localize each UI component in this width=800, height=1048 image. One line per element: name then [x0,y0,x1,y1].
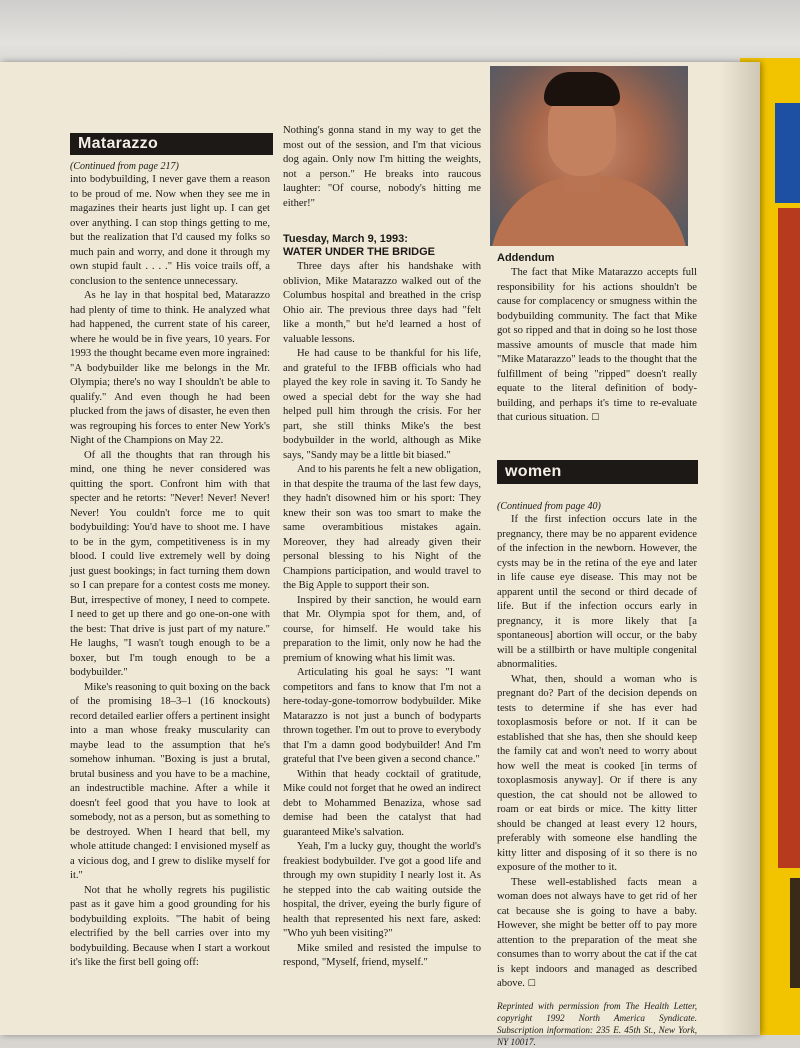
paragraph: Mike smiled and resisted the impulse to respond, "Myself, friend, myself." [283,942,481,968]
column-one [70,160,270,971]
paragraph: As he lay in that hospital bed, Matarazzo had plenty of time to think. He analyzed what had happened, the current state of his career, where he would be in five years, 10 years. For 1993 the thought became even more ingrained: "A bodybuilder like me belongs in the Mr. Olympia; there's no way I shouldn't be able to qualify." And even though he had been plucked from the jaws of disaster, he even then was regrouping his forces to enter New York's Night of the Champions on May 22. [70,290,270,446]
paragraph: into bodybuilding, I never gave them a reason to be proud of me. Now when they see me in magazines their hearts just light up. I can get over anything. I can stop things getting to me, but the realization that I'd caused my folks so much pain and worry, and done it through my own stupid fault . . . ." His voice trails off, a conclusion to the sentence unnecessary. [70,174,270,287]
matarazzo-header: Matarazzo [70,133,273,155]
paragraph [497,876,697,992]
continued-note-matarazzo: (Continued from page 217) [70,161,179,172]
column-two [283,260,481,971]
paragraph: Not that he wholly regrets his pugilistic past as it gave him a good grounding for his bodybuilding exploits. "The habit of being electrified by the bell carries over into my bodybuilding. Because when I start a workout it's like the first bell going off: [70,884,270,968]
end-mark: ☐ [527,979,536,989]
photo-hair [544,72,620,106]
paragraph: Three days after his handshake with oblivion, Mike Matarazzo walked out of the Columbus hospital and breathed in the crisp Ohio air. The previous three days had "felt like a month," but he'd learned a host of valuable lessons. [283,261,481,345]
column-two-top [283,124,481,211]
addendum-subhead: Addendum [497,252,555,264]
end-mark: ☐ [591,413,600,423]
bodybuilder-photo [490,66,688,246]
continued-note-women: (Continued from page 40) [497,501,601,512]
paragraph: Articulating his goal he says: "I want competitors and fans to know that I'm not a here-today-gone-tomorrow bodybuilder. Mike Matarazzo is not just a bunch of bodyparts thrown together. I'm out to prove to everybody that I'm a damn good bodybuilder! And I'm grateful that I've been given a second chance." [283,667,481,765]
paragraph [497,266,697,426]
addendum-text: The fact that Mike Matarazzo accepts full responsibility for his actions shouldn't be cause for complacency or smugness within the bodybuilding community. The fact that Mike got so ripped and that in doing so he lost those massive amounts of muscle that made him "Mike Matarazzo" leads to the thought that the fulfillment of being "ripped" doesn't really equate to the literal definition of body-building, and perhaps it's time to re-evaluate that curious situation. [497,267,697,423]
paragraph: If the first infection occurs late in the pregnancy, there may be no apparent evidence of the infection in the newborn. However, the cysts may be in the retina of the eye and later in life cause eye disease. This may not be apparent until the second or third decade of life. But if the infection occurs early in pregnancy, it is more likely that [a spontaneous] abortion will occur, or the baby will be a stillbirth or have multiple congenital abnormalities. [497,514,697,670]
section-subhead [283,233,481,259]
women-header: women [497,460,698,484]
paragraph: And to his parents he felt a new obligation, in that despite the trauma of the last few days, they hadn't disowned him or his sport: They knew their son was too smart to make the same overambitious mistakes again. Moreover, they had already given their personal blessing to his Night of the Champions participation, and would travel to the Big Apple to support their son. [283,464,481,591]
subhead-date: Tuesday, March 9, 1993: [283,233,408,245]
paragraph: Yeah, I'm a lucky guy, thought the world's freakiest bodybuilder. I've got a good life and through my own stupidity I nearly lost it. As he stepped into the cab waiting outside the hospital, the driver, eyeing the burly figure of health that represented his next fare, asked: "Who yuh been visiting?" [283,841,481,939]
edge-red-block [778,208,800,868]
paragraph: Within that heady cocktail of gratitude, Mike could not forget that he owed an indirect debt to Mohammed Benaziza, whose sad demise had been the catalyst that had guaranteed Mike's salvation. [283,768,481,838]
paragraph: He had cause to be thankful for his life, and grateful to the IFBB officials who had played the key role in saving it. To Sandy he owed a special debt for the way she had helped pull him through the crisis. For her part, she still thinks Mike's the best bodybuilder in the world, although as Mike says, "Sandy may be a little bit biased." [283,348,481,461]
reprint-credit: Reprinted with permission from The Health Letter, copyright 1992 North America Syndicate. Subscription information: 235 E. 45th St., New York, NY 10017. [497,1000,697,1047]
column-three [497,500,697,1048]
edge-dark-block [790,878,800,988]
column-three-top [497,266,697,426]
paragraph: Nothing's gonna stand in my way to get the most out of the session, and I'm that vicious dog again. Only now I'm hitting the weights, not a person." He breaks into raucous laughter: "Of course, nobody's hitting me either!" [283,125,481,209]
subhead-water: WATER UNDER THE BRIDGE [283,246,435,258]
paragraph: Mike's reasoning to quit boxing on the back of the promising 18–3–1 (16 knockouts) record detailed earlier offers a pertinent insight into a man whose freaky muscularity can maybe lead to the assumption that he's somehow inhuman. "Boxing is just a brutal, brutal business and you have to be a machine, an indestructible machine. After a while it doesn't feel good that you have to look at somebody, not as a person, but as something to be destroyed. When I heard that bell, my whole attitude changed: I envisioned myself as a vicious dog, and I grew to dislike myself for it." [70,681,270,881]
paragraph: What, then, should a woman who is pregnant do? Part of the decision depends on tests to determine if she has ever had toxoplasmosis before or not. If it can be established that she has, then she should keep the family cat and won't need to worry about how well the meat is cooked [in terms of toxoplasmosis anyway]. Or if there is any question, the cat should not be allowed to roam or eat birds or mice. The kitty litter should be changed at least every 12 hours, preferably with someone else handling the kitty litter and disposing of it so there is no exposure of the mother to it. [497,673,697,873]
paragraph: Inspired by their sanction, he would earn that Mr. Olympia spot for them, and, of course, for himself. He would take his preparation to the limit, only now he had the premium of knowing what his limit was. [283,594,481,664]
paragraph: Of all the thoughts that ran through his mind, one thing he never considered was quitting the sport. Confront him with that specter and he retorts: "Never! Never! Never! Never! You couldn't force me to quit bodybuilding: You'd have to shoot me. I have to be in the gym, competitiveness is in my blood. I could live extremely well by doing just guest bookings; in fact turning them down so I can prepare for a contest costs me money. But, irrespective of money, I need to compete. I need to get up there and go one-on-one with the best: That drive is just part of my nature." He laughs, "I wasn't tough enough to be a boxer, but I'm tough enough to be a bodybuilder." [70,449,270,678]
edge-blue-block [775,103,800,203]
paragraph-text: These well-established facts mean a woman does not always have to get rid of her cat because she is going to have a baby. However, she might be better off to pay more attention to the preparation of the meat she consumes than to worry about the cat if the cat is kept indoors and managed as described above. [497,876,697,989]
